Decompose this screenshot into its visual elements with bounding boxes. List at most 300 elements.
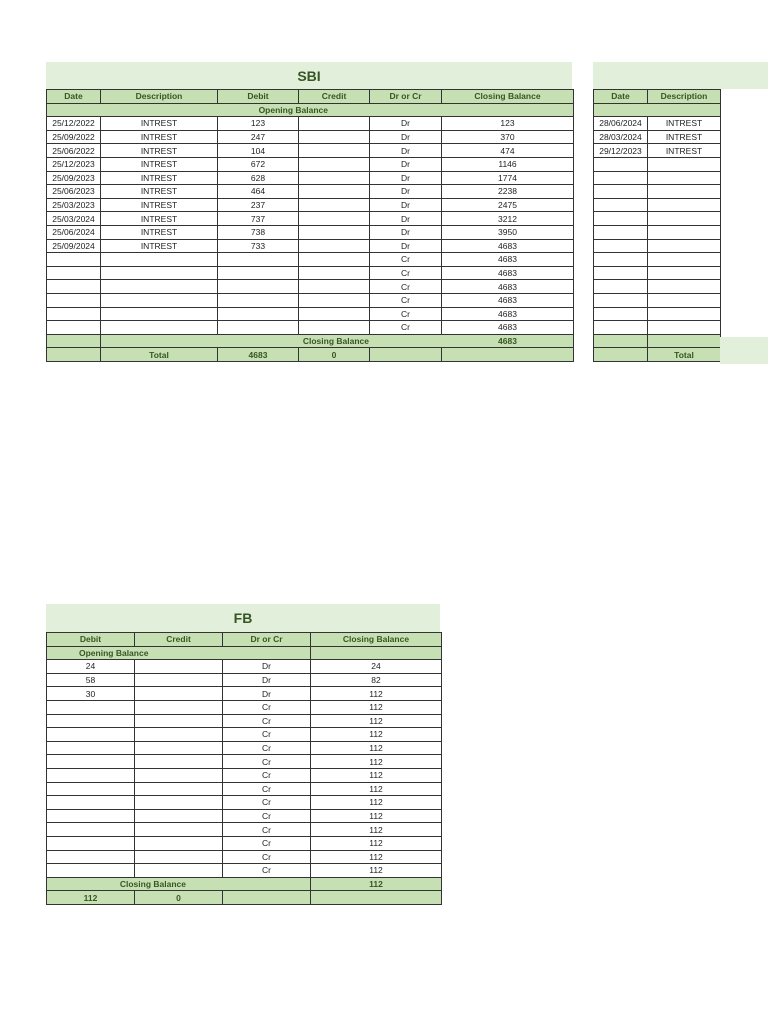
table-cell[interactable]: Cr	[370, 307, 442, 321]
table-cell[interactable]: 25/09/2023	[47, 171, 101, 185]
table-cell[interactable]	[47, 823, 135, 837]
table-cell[interactable]: Cr	[223, 728, 311, 742]
table-cell[interactable]: 672	[218, 157, 299, 171]
second-header-date[interactable]: Date	[594, 90, 648, 104]
table-cell[interactable]	[135, 782, 223, 796]
sbi-closing-value[interactable]: 4683	[442, 334, 574, 348]
table-row	[47, 117, 574, 131]
fb-total-debit[interactable]: 112	[47, 891, 135, 905]
table-cell[interactable]: Cr	[223, 741, 311, 755]
table-cell[interactable]: 112	[311, 728, 442, 742]
table-cell[interactable]: 1774	[442, 171, 574, 185]
table-cell[interactable]: 112	[311, 850, 442, 864]
table-cell[interactable]	[648, 157, 721, 171]
fb-ledger-table	[46, 632, 442, 905]
table-cell[interactable]: 112	[311, 768, 442, 782]
table-cell[interactable]: 738	[218, 225, 299, 239]
table-cell[interactable]	[594, 321, 648, 335]
table-row	[47, 782, 442, 796]
table-cell[interactable]	[594, 198, 648, 212]
table-cell[interactable]	[299, 212, 370, 226]
second-closing-cell[interactable]	[594, 334, 648, 348]
table-row	[47, 687, 442, 701]
table-row	[594, 171, 721, 185]
table-cell[interactable]: 112	[311, 741, 442, 755]
table-cell[interactable]	[47, 782, 135, 796]
table-cell[interactable]	[47, 307, 101, 321]
table-cell[interactable]: Cr	[223, 864, 311, 878]
table-cell[interactable]	[594, 157, 648, 171]
table-cell[interactable]: 25/09/2024	[47, 239, 101, 253]
table-row	[47, 728, 442, 742]
table-cell[interactable]	[299, 144, 370, 158]
table-cell[interactable]: 628	[218, 171, 299, 185]
table-cell[interactable]: Dr	[223, 673, 311, 687]
table-cell[interactable]	[218, 293, 299, 307]
table-row	[47, 239, 574, 253]
table-cell[interactable]: 3950	[442, 225, 574, 239]
table-cell[interactable]	[218, 307, 299, 321]
table-cell[interactable]: Dr	[370, 117, 442, 131]
table-cell[interactable]: 4683	[442, 253, 574, 267]
table-cell[interactable]: 464	[218, 185, 299, 199]
table-row	[47, 157, 574, 171]
fb-opening-balance-row	[47, 646, 442, 660]
fb-header-credit[interactable]: Credit	[135, 633, 223, 647]
table-cell[interactable]: 25/12/2023	[47, 157, 101, 171]
table-cell[interactable]	[299, 185, 370, 199]
table-cell[interactable]	[47, 850, 135, 864]
table-cell[interactable]	[299, 157, 370, 171]
table-cell[interactable]: 112	[311, 782, 442, 796]
sbi-opening-value[interactable]	[442, 103, 574, 117]
table-cell[interactable]	[135, 836, 223, 850]
table-cell[interactable]: Cr	[223, 755, 311, 769]
table-cell[interactable]: Cr	[370, 321, 442, 335]
table-cell[interactable]	[47, 809, 135, 823]
table-cell[interactable]: 82	[311, 673, 442, 687]
table-cell[interactable]: 4683	[442, 307, 574, 321]
table-cell[interactable]	[594, 253, 648, 267]
table-cell[interactable]	[47, 836, 135, 850]
table-cell[interactable]: 4683	[442, 266, 574, 280]
table-cell[interactable]: 112	[311, 796, 442, 810]
table-cell[interactable]	[135, 864, 223, 878]
table-cell[interactable]	[135, 714, 223, 728]
table-cell[interactable]: Cr	[223, 850, 311, 864]
sbi-opening-balance-label[interactable]	[47, 103, 328, 117]
table-cell[interactable]: Dr	[370, 239, 442, 253]
table-cell[interactable]	[299, 321, 370, 335]
second-opening-row	[594, 103, 721, 117]
table-cell[interactable]: 29/12/2023	[594, 144, 648, 158]
table-cell[interactable]: INTREST	[101, 130, 218, 144]
table-cell[interactable]: 112	[311, 809, 442, 823]
fb-header-closing-balance[interactable]: Closing Balance	[311, 633, 442, 647]
sbi-total-drcr[interactable]	[370, 348, 442, 362]
table-cell[interactable]: 25/03/2024	[47, 212, 101, 226]
table-cell[interactable]	[648, 253, 721, 267]
table-cell[interactable]: 58	[47, 673, 135, 687]
table-cell[interactable]	[135, 673, 223, 687]
sbi-closing-balance-row	[47, 334, 574, 348]
second-ledger-table	[593, 89, 721, 362]
table-cell[interactable]: Cr	[370, 293, 442, 307]
table-cell[interactable]	[648, 212, 721, 226]
header-date[interactable]: Date	[47, 90, 101, 104]
table-row	[594, 130, 721, 144]
table-row	[47, 266, 574, 280]
table-row	[47, 864, 442, 878]
header-dr-or-cr[interactable]: Dr or Cr	[370, 90, 442, 104]
table-cell[interactable]	[594, 171, 648, 185]
second-total-row	[594, 348, 721, 362]
table-row	[47, 171, 574, 185]
table-row	[594, 185, 721, 199]
table-cell[interactable]: 112	[311, 714, 442, 728]
sbi-closing-empty[interactable]	[370, 334, 442, 348]
table-cell[interactable]	[47, 321, 101, 335]
table-cell[interactable]	[594, 185, 648, 199]
table-cell[interactable]	[101, 280, 218, 294]
table-cell[interactable]: 2475	[442, 198, 574, 212]
table-cell[interactable]	[594, 293, 648, 307]
table-row	[47, 755, 442, 769]
table-cell[interactable]: INTREST	[101, 157, 218, 171]
table-cell[interactable]: Cr	[370, 253, 442, 267]
table-cell[interactable]	[299, 117, 370, 131]
sbi-opening-balance-row	[47, 103, 574, 117]
table-row	[47, 700, 442, 714]
fb-opening-balance-text: Opening Balance	[79, 647, 149, 658]
table-cell[interactable]: 25/03/2023	[47, 198, 101, 212]
table-cell[interactable]: Dr	[223, 687, 311, 701]
table-cell[interactable]: INTREST	[101, 212, 218, 226]
table-cell[interactable]	[135, 741, 223, 755]
sbi-ledger-table	[46, 89, 574, 362]
table-cell[interactable]	[47, 253, 101, 267]
table-row	[47, 660, 442, 674]
table-cell[interactable]	[648, 321, 721, 335]
table-cell[interactable]: Dr	[370, 157, 442, 171]
sbi-total-balance[interactable]	[442, 348, 574, 362]
table-cell[interactable]: 474	[442, 144, 574, 158]
table-cell[interactable]	[648, 293, 721, 307]
table-row	[47, 321, 574, 335]
table-cell[interactable]	[47, 864, 135, 878]
table-cell[interactable]: INTREST	[648, 130, 721, 144]
table-cell[interactable]	[47, 755, 135, 769]
sbi-title: SBI	[297, 67, 321, 84]
table-cell[interactable]	[594, 307, 648, 321]
table-cell[interactable]: Cr	[370, 266, 442, 280]
table-cell[interactable]	[135, 850, 223, 864]
table-cell[interactable]: 28/03/2024	[594, 130, 648, 144]
table-cell[interactable]: INTREST	[101, 117, 218, 131]
fb-closing-label[interactable]	[47, 877, 223, 891]
sbi-total-debit[interactable]: 4683	[218, 348, 299, 362]
table-cell[interactable]	[135, 823, 223, 837]
table-cell[interactable]	[135, 660, 223, 674]
table-cell[interactable]	[47, 293, 101, 307]
table-row	[594, 293, 721, 307]
fb-opening-balance-label[interactable]	[47, 646, 223, 660]
table-row	[47, 198, 574, 212]
table-row	[47, 768, 442, 782]
table-cell[interactable]: INTREST	[101, 171, 218, 185]
table-cell[interactable]	[648, 185, 721, 199]
table-cell[interactable]: Cr	[370, 280, 442, 294]
fb-closing-balance-row	[47, 877, 442, 891]
table-cell[interactable]	[218, 253, 299, 267]
table-cell[interactable]: 4683	[442, 239, 574, 253]
table-cell[interactable]: Cr	[223, 768, 311, 782]
table-row	[47, 741, 442, 755]
table-cell[interactable]: 247	[218, 130, 299, 144]
table-cell[interactable]: Dr	[370, 198, 442, 212]
table-cell[interactable]: 737	[218, 212, 299, 226]
table-cell[interactable]: 2238	[442, 185, 574, 199]
table-cell[interactable]: Dr	[370, 144, 442, 158]
table-cell[interactable]: 25/12/2022	[47, 117, 101, 131]
header-credit[interactable]: Credit	[299, 90, 370, 104]
table-row	[47, 144, 574, 158]
table-cell[interactable]: INTREST	[648, 117, 721, 131]
fb-header-row	[47, 633, 442, 647]
table-row	[594, 266, 721, 280]
table-cell[interactable]	[648, 280, 721, 294]
table-cell[interactable]	[101, 307, 218, 321]
table-cell[interactable]: 112	[311, 836, 442, 850]
second-opening-cell[interactable]	[594, 103, 648, 117]
table-cell[interactable]	[101, 253, 218, 267]
closing-balance-text: Closing Balance	[302, 335, 369, 346]
table-cell[interactable]	[648, 307, 721, 321]
sbi-total-credit[interactable]: 0	[299, 348, 370, 362]
table-cell[interactable]	[47, 700, 135, 714]
table-row	[594, 144, 721, 158]
table-cell[interactable]: 112	[311, 755, 442, 769]
header-description[interactable]: Description	[101, 90, 218, 104]
table-row	[47, 212, 574, 226]
table-cell[interactable]: Cr	[223, 782, 311, 796]
fb-header-dr-or-cr[interactable]: Dr or Cr	[223, 633, 311, 647]
table-row	[47, 225, 574, 239]
table-cell[interactable]: Cr	[223, 836, 311, 850]
table-cell[interactable]: INTREST	[101, 198, 218, 212]
table-cell[interactable]	[299, 225, 370, 239]
table-row	[47, 185, 574, 199]
table-cell[interactable]	[47, 768, 135, 782]
table-row	[594, 198, 721, 212]
table-cell[interactable]	[135, 755, 223, 769]
table-cell[interactable]: 4683	[442, 321, 574, 335]
sbi-header-row	[47, 90, 574, 104]
fb-total-drcr[interactable]	[223, 891, 311, 905]
table-cell[interactable]: INTREST	[101, 239, 218, 253]
table-cell[interactable]	[648, 171, 721, 185]
table-cell[interactable]	[47, 714, 135, 728]
table-cell[interactable]	[135, 809, 223, 823]
sbi-total-label[interactable]: Total	[101, 348, 218, 362]
header-closing-balance[interactable]: Closing Balance	[442, 90, 574, 104]
table-cell[interactable]: 25/06/2022	[47, 144, 101, 158]
table-row	[594, 225, 721, 239]
opening-balance-text: Opening Balance	[258, 104, 328, 115]
table-cell[interactable]	[648, 198, 721, 212]
second-closing-row	[594, 334, 721, 348]
table-cell[interactable]: 30	[47, 687, 135, 701]
fb-closing-value[interactable]: 112	[311, 877, 442, 891]
table-row	[47, 836, 442, 850]
table-cell[interactable]: 112	[311, 864, 442, 878]
second-closing-cell[interactable]	[648, 334, 721, 348]
sbi-total-row	[47, 348, 574, 362]
table-cell[interactable]: Dr	[370, 185, 442, 199]
table-cell[interactable]	[218, 266, 299, 280]
table-cell[interactable]: Cr	[223, 796, 311, 810]
table-cell[interactable]: 370	[442, 130, 574, 144]
table-cell[interactable]	[135, 728, 223, 742]
table-row	[47, 673, 442, 687]
table-row	[47, 850, 442, 864]
table-cell[interactable]	[299, 171, 370, 185]
table-row	[47, 293, 574, 307]
table-cell[interactable]	[299, 293, 370, 307]
table-cell[interactable]	[135, 768, 223, 782]
table-cell[interactable]: 1146	[442, 157, 574, 171]
table-cell[interactable]: 25/06/2023	[47, 185, 101, 199]
table-cell[interactable]	[47, 741, 135, 755]
table-cell[interactable]	[648, 239, 721, 253]
table-row	[594, 253, 721, 267]
table-cell[interactable]	[218, 321, 299, 335]
table-cell[interactable]	[299, 280, 370, 294]
fb-closing-balance-text: Closing Balance	[119, 878, 186, 889]
table-cell[interactable]: 123	[442, 117, 574, 131]
table-cell[interactable]: Dr	[370, 130, 442, 144]
table-cell[interactable]: Dr	[223, 660, 311, 674]
table-cell[interactable]	[218, 280, 299, 294]
table-cell[interactable]	[101, 293, 218, 307]
table-row	[47, 253, 574, 267]
fb-opening-value[interactable]	[311, 646, 442, 660]
table-cell[interactable]: 733	[218, 239, 299, 253]
sbi-closing-label[interactable]	[101, 334, 370, 348]
table-row	[594, 280, 721, 294]
fb-opening-empty[interactable]	[223, 646, 311, 660]
table-row	[594, 117, 721, 131]
table-cell[interactable]	[135, 687, 223, 701]
fb-header-debit[interactable]: Debit	[47, 633, 135, 647]
table-row	[594, 212, 721, 226]
table-cell[interactable]: 112	[311, 687, 442, 701]
fb-title: FB	[233, 610, 253, 626]
header-debit[interactable]: Debit	[218, 90, 299, 104]
table-cell[interactable]: Cr	[223, 700, 311, 714]
fb-title-band	[46, 604, 440, 632]
table-cell[interactable]: INTREST	[101, 225, 218, 239]
second-header-description[interactable]: Description	[648, 90, 721, 104]
second-title-band	[593, 62, 768, 89]
table-cell[interactable]	[299, 130, 370, 144]
table-row	[47, 796, 442, 810]
fb-closing-empty[interactable]	[223, 877, 311, 891]
table-cell[interactable]: 4683	[442, 293, 574, 307]
table-cell[interactable]	[47, 728, 135, 742]
fb-total-balance[interactable]	[311, 891, 442, 905]
table-cell[interactable]: Dr	[370, 212, 442, 226]
table-cell[interactable]: 104	[218, 144, 299, 158]
table-cell[interactable]	[594, 239, 648, 253]
table-cell[interactable]	[47, 796, 135, 810]
sbi-title-band	[46, 62, 572, 89]
table-cell[interactable]	[594, 212, 648, 226]
table-cell[interactable]: 24	[47, 660, 135, 674]
table-cell[interactable]: 24	[311, 660, 442, 674]
table-cell[interactable]	[47, 280, 101, 294]
table-cell[interactable]: 112	[311, 823, 442, 837]
table-cell[interactable]	[648, 225, 721, 239]
sbi-total-blank[interactable]	[47, 348, 101, 362]
fb-total-credit[interactable]: 0	[135, 891, 223, 905]
table-cell[interactable]: 4683	[442, 280, 574, 294]
table-cell[interactable]: Dr	[370, 171, 442, 185]
table-cell[interactable]	[299, 307, 370, 321]
table-cell[interactable]	[47, 266, 101, 280]
table-cell[interactable]: Dr	[370, 225, 442, 239]
table-cell[interactable]	[299, 239, 370, 253]
fb-total-row	[47, 891, 442, 905]
table-cell[interactable]	[101, 266, 218, 280]
table-cell[interactable]: INTREST	[648, 144, 721, 158]
table-cell[interactable]: INTREST	[101, 144, 218, 158]
table-cell[interactable]: 123	[218, 117, 299, 131]
table-cell[interactable]: Cr	[223, 823, 311, 837]
table-cell[interactable]	[101, 321, 218, 335]
table-cell[interactable]: INTREST	[101, 185, 218, 199]
table-cell[interactable]	[299, 253, 370, 267]
table-row	[594, 239, 721, 253]
table-row	[594, 321, 721, 335]
table-row	[47, 280, 574, 294]
table-cell[interactable]: Cr	[223, 714, 311, 728]
table-cell[interactable]: 25/09/2022	[47, 130, 101, 144]
second-total-blank[interactable]	[594, 348, 648, 362]
second-total-label[interactable]: Total	[648, 348, 721, 362]
table-cell[interactable]: 28/06/2024	[594, 117, 648, 131]
second-header-row	[594, 90, 721, 104]
table-cell[interactable]	[135, 700, 223, 714]
table-cell[interactable]	[135, 796, 223, 810]
table-cell[interactable]	[648, 266, 721, 280]
table-cell[interactable]	[594, 225, 648, 239]
table-row	[47, 714, 442, 728]
table-cell[interactable]: 112	[311, 700, 442, 714]
table-cell[interactable]	[299, 266, 370, 280]
table-cell[interactable]: 25/06/2024	[47, 225, 101, 239]
table-cell[interactable]	[594, 266, 648, 280]
table-cell[interactable]: Cr	[223, 809, 311, 823]
table-cell[interactable]	[299, 198, 370, 212]
table-cell[interactable]: 3212	[442, 212, 574, 226]
table-cell[interactable]	[594, 280, 648, 294]
table-cell[interactable]: 237	[218, 198, 299, 212]
second-opening-cell[interactable]	[648, 103, 721, 117]
sbi-closing-blank[interactable]	[47, 334, 101, 348]
table-row	[47, 130, 574, 144]
table-row	[47, 823, 442, 837]
